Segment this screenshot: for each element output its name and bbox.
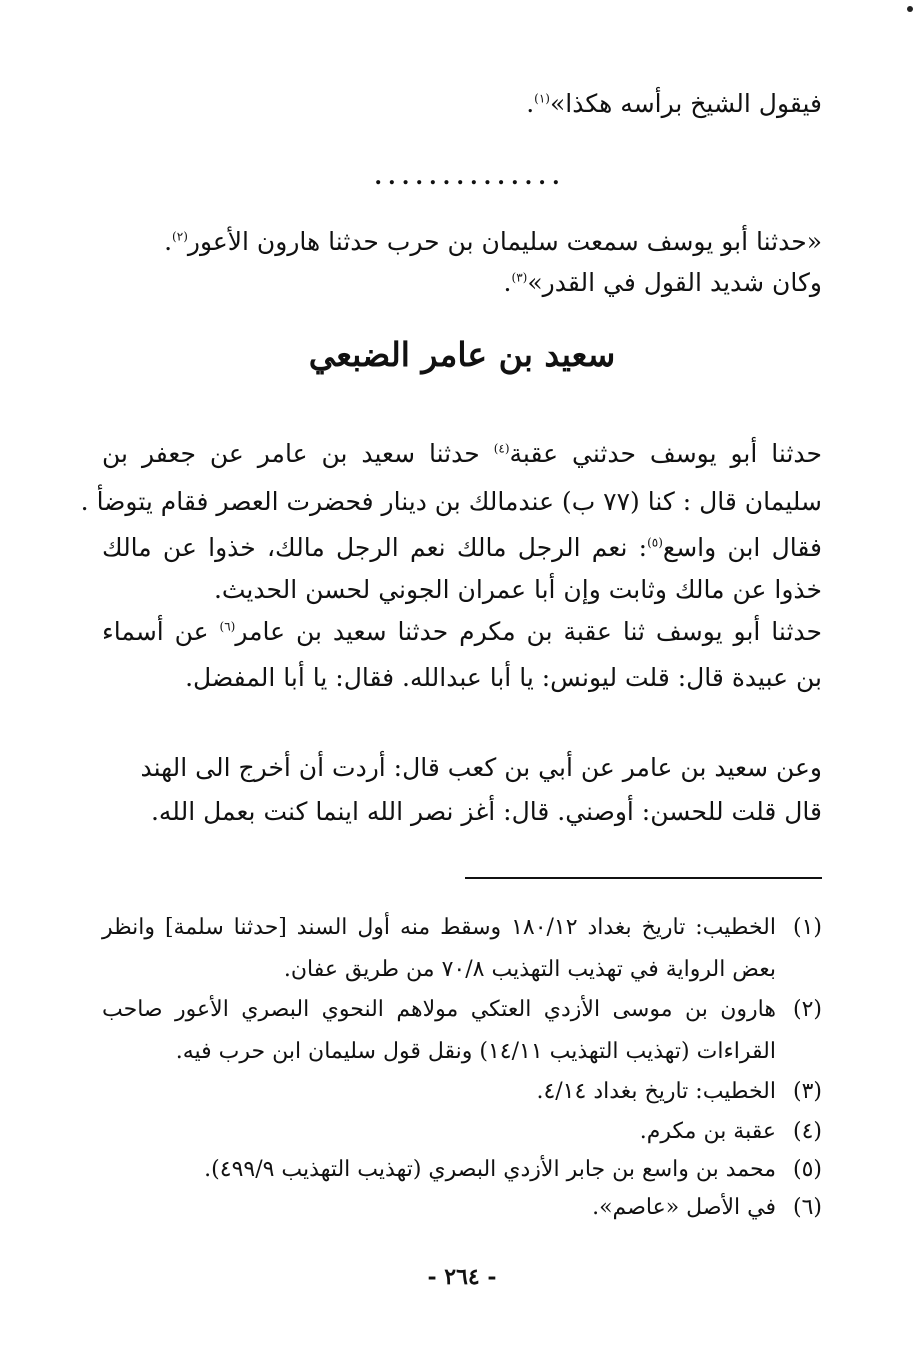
text-segment: حدثنا أبو يوسف حدثني عقبة [509,439,822,468]
footnote-2-line-2: القراءات (تهذيب التهذيب ١٤/١١) ونقل قول سليمان ابن حرب فيه. [175,1039,776,1064]
footnote-ref-6[interactable]: (٦) [219,619,236,634]
scan-dot-mark [907,6,913,12]
footnote-ref-2[interactable]: (٢) [172,229,188,244]
text-line-para3-2 [102,794,822,830]
footnote-number: (٦) [792,1195,822,1220]
footnote-ref-5[interactable]: (٥) [647,535,663,550]
text-line-para1-4 [102,572,822,608]
text-line-para1-3 [102,530,822,566]
dotted-separator: .............. [374,164,566,190]
text-segment: حدثنا أبو يوسف ثنا عقبة بن مكرم حدثنا سعيد بن عامر [235,617,822,646]
footnote-1-line-2: بعض الرواية في تهذيب التهذيب ٧٠/٨ من طريق عفان. [283,957,776,982]
text-line-para1-1 [102,436,822,472]
text-segment: خذوا عن مالك وثابت وإن أبا عمران الجوني لحسن الحديث. [213,575,822,604]
text-line-block2-1 [102,224,822,260]
footnote-2-line-1: هارون بن موسى الأزدي العتكي مولاهم النحوي البصري الأعور صاحب [102,997,776,1022]
footnote-ref-3[interactable]: (٣) [511,270,528,285]
text-line-block2-2 [102,265,822,301]
footnote-3-line-1: الخطيب: تاريخ بغداد ٤/١٤. [536,1079,776,1104]
text-line-para3-1 [102,750,822,786]
footnote-1-line-1: الخطيب: تاريخ بغداد ١٨٠/١٢ وسقط منه أول السند [حدثنا سلمة] وانظر [102,915,776,940]
text-line-para1-2 [80,484,822,520]
text-line-top [102,86,822,122]
footnote-number: (٢) [792,997,822,1022]
text-line-para2-1 [102,614,822,650]
text-segment: : نعم الرجل مالك نعم الرجل مالك، خذوا عن مالك [102,533,648,562]
footnote-ref-1[interactable]: (١) [534,91,550,106]
text-segment: . [164,227,173,256]
text-segment: عن أسماء [102,617,220,646]
text-segment: حدثنا سعيد بن عامر عن جعفر بن [102,439,494,468]
text-segment: بن عبيدة قال: قلت ليونس: يا أبا عبدالله. فقال: يا أبا المفضل. [185,663,822,692]
text-segment: سليمان قال : كنا (٧٧ ب) عندمالك بن دينار فحضرت العصر فقام يتوضأ . [80,487,822,516]
text-segment: «حدثنا أبو يوسف سمعت سليمان بن حرب حدثنا هارون الأعور [187,227,822,256]
footnote-6-line-1: في الأصل «عاصم». [592,1195,776,1220]
text-segment: فيقول الشيخ برأسه هكذا» [549,89,822,118]
footnote-ref-4[interactable]: (٤) [493,441,510,456]
text-segment: قال قلت للحسن: أوصني. قال: أغز نصر الله اينما كنت بعمل الله. [150,797,822,826]
text-segment: وكان شديد القول في القدر» [527,268,822,297]
text-segment: فقال ابن واسع [662,533,822,562]
page-number: - ٢٦٤ - [427,1264,497,1290]
footnote-4-line-1: عقبة بن مكرم. [639,1119,776,1144]
section-heading: سعيد بن عامر الضبعي [308,335,616,374]
footnote-number: (١) [792,915,822,940]
footnote-number: (٤) [792,1119,822,1144]
text-segment: . [503,268,512,297]
footnote-rule [465,877,822,879]
text-line-para2-2 [102,660,822,696]
footnote-number: (٥) [792,1157,822,1182]
footnote-number: (٣) [792,1079,822,1104]
text-segment: . [526,89,535,118]
footnote-5-line-1: محمد بن واسع بن جابر الأزدي البصري (تهذيب التهذيب ٤٩٩/٩). [204,1157,776,1182]
text-segment: وعن سعيد بن عامر عن أبي بن كعب قال: أردت أن أخرج الى الهند [140,753,822,782]
